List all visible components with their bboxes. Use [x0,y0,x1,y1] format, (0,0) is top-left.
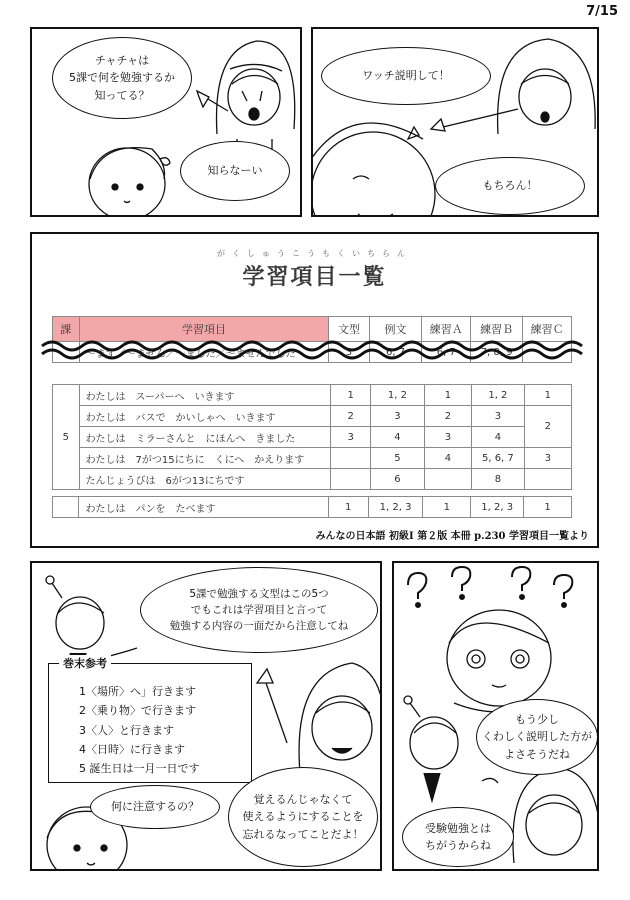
table-cell: 4 [472,427,525,448]
title-ruby: がくしゅうこうもくいちらん [217,249,412,258]
speech-line: 勉強する内容の一面だから注意してね [169,620,349,633]
table-cell: 1 [524,385,571,406]
table-cell: 6 [371,469,425,490]
speech-bubble-question [52,37,192,119]
page-number: 7/15 [586,4,618,19]
speech-line: チャチャは [94,54,150,68]
speech-line: 何に注意するの？ [111,800,199,814]
table-cell: 1 [328,497,368,518]
speech-line: でもこれは学習項目と言って [190,603,328,616]
antenna-boy-character [404,696,458,801]
reference-item: 2〈乗り物〉で行きます [79,704,196,718]
header-cell: 例文 [369,317,422,342]
hooded-character [257,663,382,773]
reference-box [48,657,252,783]
table-cell: 6, 7 [422,342,471,363]
table-cell: わたしは スーパーへ いきます [79,385,331,406]
speech-bubble-request [321,47,491,105]
speech-bubble-reply [435,157,585,215]
table-cell: 5, 6, 7 [472,448,525,469]
table-cell: 2 [331,406,371,427]
table-cell: わたしは パンを たべます [79,497,328,518]
speech-line: 5課で何を勉強するか [69,71,175,85]
reference-item: 1〈場所〉へ」行きます [79,685,196,698]
table-cell: 1, 2, 3 [368,497,423,518]
reference-item: 3〈人〉と行きます [79,723,174,737]
table-cell: 2 [524,406,571,448]
panel-5 [392,561,599,871]
table-cell: わたしは バスで かいしゃへ いきます [79,406,331,427]
table-cell: 3 [472,406,525,427]
table-cell [331,469,371,490]
table-cell: 1 [424,385,471,406]
table-cell [524,469,571,490]
table-cell: 4 [371,427,425,448]
table-title: 学習項目一覧 [242,265,387,290]
speech-bubble-answer [180,141,290,201]
speech-line: 覚えるんじゃなくて [253,793,353,807]
speech-line: 受験勉強とは [425,821,491,835]
speech-bubble-difference [402,807,514,867]
table-cell: たんじょうびは 6がつ13にちです [79,469,331,490]
speech-line: 使えるようにすることを [242,810,364,824]
table-cell: 1, 2 [472,385,525,406]
table-cell: 1 [331,385,371,406]
reference-title: 巻末参考 [59,655,111,671]
speech-line: 5課で勉強する文型はこの5つ [189,587,329,600]
hooded-character [197,41,295,154]
girl-character [89,148,170,217]
table-cell: 1, 2 [371,385,425,406]
panel-2 [311,27,599,217]
table-cell: わたしは 7がつ15にちに くにへ かえります [79,448,331,469]
table-cell: 〜ます／〜ません／〜ました／〜ませんでした [79,342,329,363]
reference-item: 5 誕生日は一月一日です [79,762,200,775]
lesson-number: 5 [53,385,80,490]
table-row [53,385,572,406]
speech-line: もちろん！ [482,179,538,193]
speech-bubble-explanation [140,567,378,653]
table-cell: 4 [424,448,471,469]
header-cell: 課 [53,317,80,342]
speech-line: ワッチ説明して！ [362,69,450,83]
table-cell: 3 [331,427,371,448]
header-cell: 練習Ａ [422,317,471,342]
panel-1 [30,27,302,217]
table-cell [424,469,471,490]
table-cell: わたしは ミラーさんと にほんへ きました [79,427,331,448]
reference-item: 4〈日時〉に行きます [79,742,185,756]
speech-line: もう少し [515,713,559,727]
table-cell [331,448,371,469]
speech-line: 忘れるなってことだよ！ [242,827,364,841]
header-cell: 学習項目 [79,317,329,342]
table-cell: 1 [524,497,572,518]
table-row [53,448,572,469]
table-cell: 6, 7 [369,342,422,363]
table-row [53,427,572,448]
speech-line: くわしく説明した方が [482,730,592,744]
study-table-next [52,496,572,518]
speech-line: 知ってる？ [94,88,150,102]
speech-line: 知らなーい [207,164,263,178]
confused-girl-character [447,610,551,712]
speech-line: よさそうだね [504,747,570,761]
table-row [53,406,572,427]
study-table-lesson5 [52,384,572,490]
tear-wave-divider [32,338,597,362]
table-cell: 3 [371,406,425,427]
source-credit: みんなの日本語 初級Ⅰ 第２版 本冊 p.230 学習項目一覧より [315,531,589,542]
speech-bubble-question [90,785,220,829]
table-row [53,497,572,518]
speech-bubble-warning [228,767,378,867]
speech-line: ちがうからね [425,839,491,852]
table-cell: 8 [472,469,525,490]
table-row [53,469,572,490]
header-cell: 練習Ｂ [471,317,523,342]
reference-list [79,682,200,778]
table-cell: 7, 8, 9 [471,342,523,363]
table-cell: 2 [424,406,471,427]
panel-3-study-table [30,232,599,548]
large-face-character [313,123,435,217]
table-cell: 3 [424,427,471,448]
header-cell: 文型 [329,317,369,342]
table-cell: 1, 2, 3 [471,497,524,518]
header-cell: 練習Ｃ [523,317,572,342]
table-cell: 3 [524,448,571,469]
table-cell: 1 [423,497,471,518]
speech-bubble-suggestion [476,699,598,775]
table-cell: 3 [329,342,369,363]
table-cell: 5 [371,448,425,469]
question-mark-icon [408,567,572,607]
panel-4 [30,561,382,871]
